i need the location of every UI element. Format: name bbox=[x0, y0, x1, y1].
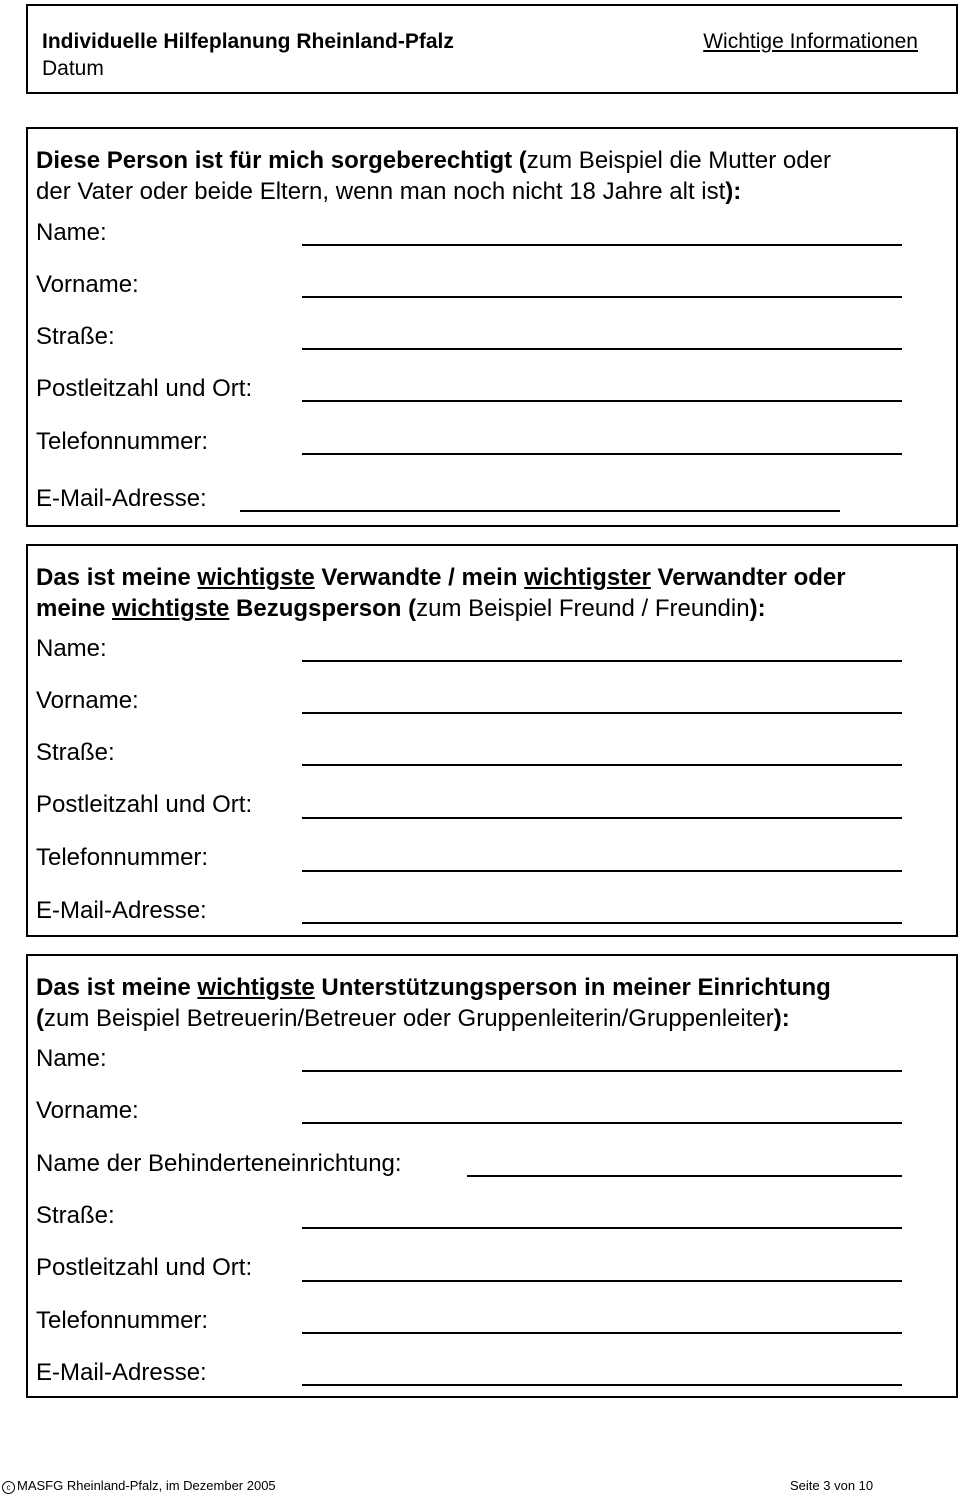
relative-section bbox=[26, 544, 958, 937]
support-postcode-city-field[interactable] bbox=[302, 1280, 902, 1282]
page-header bbox=[26, 4, 958, 94]
guardian-intro-line-2: der Vater oder beide Eltern, wenn man noch nicht 18 Jahre alt ist): bbox=[36, 178, 742, 205]
support-facility-field[interactable] bbox=[467, 1175, 902, 1177]
support-postcode-city-label: Postleitzahl und Ort: bbox=[36, 1254, 253, 1281]
guardian-name-field[interactable] bbox=[302, 244, 902, 246]
guardian-firstname-field[interactable] bbox=[302, 296, 902, 298]
guardian-firstname-label: Vorname: bbox=[36, 271, 139, 298]
support-firstname-field[interactable] bbox=[302, 1122, 902, 1124]
relative-street-field[interactable] bbox=[302, 764, 902, 766]
relative-email-field[interactable] bbox=[302, 922, 902, 924]
footer-copyright: c MASFG Rheinland-Pfalz, im Dezember 2005 bbox=[2, 1478, 276, 1494]
guardian-phone-label: Telefonnummer: bbox=[36, 428, 209, 455]
guardian-phone-field[interactable] bbox=[302, 453, 902, 455]
support-firstname-label: Vorname: bbox=[36, 1097, 139, 1124]
copyright-icon: c bbox=[2, 1481, 15, 1494]
support-intro-line-1: Das ist meine wichtigste Unterstützungsperson in meiner Einrichtung bbox=[36, 974, 831, 1001]
support-phone-label: Telefonnummer: bbox=[36, 1307, 209, 1334]
guardian-street-field[interactable] bbox=[302, 348, 902, 350]
guardian-street-label: Straße: bbox=[36, 323, 115, 350]
support-name-label: Name: bbox=[36, 1045, 107, 1072]
support-person-section bbox=[26, 954, 958, 1398]
relative-intro-line-1: Das ist meine wichtigste Verwandte / mein wichtigster Verwandter oder bbox=[36, 564, 846, 591]
document-title: Individuelle Hilfeplanung Rheinland-Pfalz bbox=[42, 30, 454, 53]
guardian-section bbox=[26, 127, 958, 527]
guardian-postcode-city-field[interactable] bbox=[302, 400, 902, 402]
support-intro-line-2: (zum Beispiel Betreuerin/Betreuer oder Gruppenleiterin/Gruppenleiter): bbox=[36, 1005, 790, 1032]
guardian-email-label: E-Mail-Adresse: bbox=[36, 485, 207, 512]
date-label: Datum bbox=[42, 57, 104, 80]
support-email-field[interactable] bbox=[302, 1384, 902, 1386]
page-number: Seite 3 von 10 bbox=[790, 1478, 874, 1493]
support-phone-field[interactable] bbox=[302, 1332, 902, 1334]
relative-postcode-city-field[interactable] bbox=[302, 817, 902, 819]
relative-firstname-label: Vorname: bbox=[36, 687, 139, 714]
relative-postcode-city-label: Postleitzahl und Ort: bbox=[36, 791, 253, 818]
support-street-label: Straße: bbox=[36, 1202, 115, 1229]
relative-street-label: Straße: bbox=[36, 739, 115, 766]
relative-name-label: Name: bbox=[36, 635, 107, 662]
support-facility-label: Name der Behinderteneinrichtung: bbox=[36, 1150, 402, 1177]
relative-email-label: E-Mail-Adresse: bbox=[36, 897, 207, 924]
support-name-field[interactable] bbox=[302, 1070, 902, 1072]
guardian-postcode-city-label: Postleitzahl und Ort: bbox=[36, 375, 253, 402]
relative-intro-line-2: meine wichtigste Bezugsperson (zum Beispiel Freund / Freundin): bbox=[36, 595, 766, 622]
relative-phone-label: Telefonnummer: bbox=[36, 844, 209, 871]
guardian-name-label: Name: bbox=[36, 219, 107, 246]
guardian-intro-line-1: Diese Person ist für mich sorgeberechtigt (zum Beispiel die Mutter oder bbox=[36, 147, 831, 174]
important-info-link[interactable]: Wichtige Informationen bbox=[703, 30, 918, 53]
relative-firstname-field[interactable] bbox=[302, 712, 902, 714]
guardian-email-field[interactable] bbox=[240, 510, 840, 512]
support-street-field[interactable] bbox=[302, 1227, 902, 1229]
support-email-label: E-Mail-Adresse: bbox=[36, 1359, 207, 1386]
relative-name-field[interactable] bbox=[302, 660, 902, 662]
relative-phone-field[interactable] bbox=[302, 870, 902, 872]
